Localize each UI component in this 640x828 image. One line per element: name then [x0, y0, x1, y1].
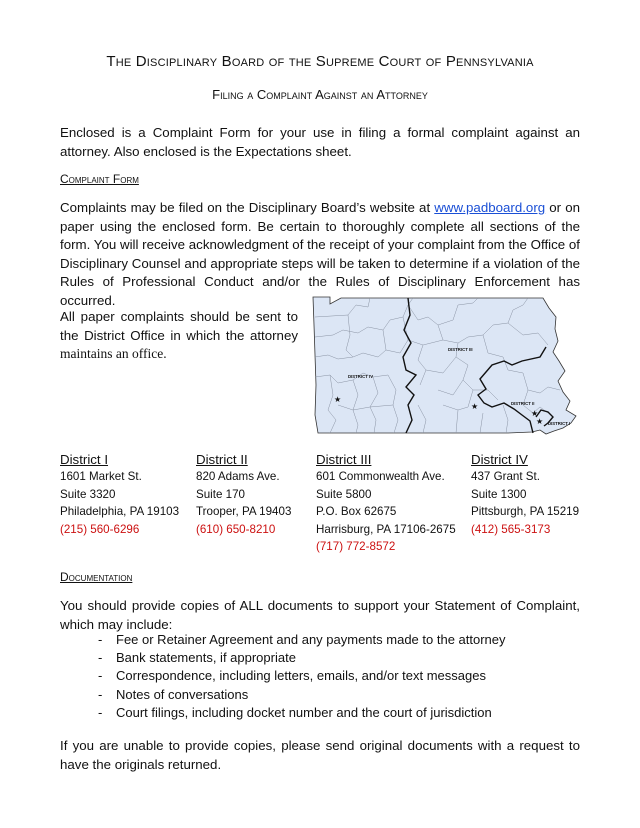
- map-label-district-iii: DISTRICT III: [448, 347, 473, 352]
- page-title: The Disciplinary Board of the Supreme Court of Pennsylvania: [106, 53, 534, 70]
- district-i-suite: Suite 3320: [60, 487, 116, 501]
- send-instructions: [60, 308, 298, 364]
- district-ii-suite: Suite 170: [196, 487, 245, 501]
- list-item: - Correspondence, including letters, emails, and/or text messages: [98, 668, 486, 684]
- documentation-intro: You should provide copies of ALL documents to support your Statement of Complaint, which may include:: [60, 598, 580, 632]
- district-iii-street: 601 Commonwealth Ave.: [316, 470, 445, 483]
- district-iv-phone: (412) 565-3173: [471, 522, 551, 536]
- office-star-icon-harrisburg: ★: [471, 402, 479, 411]
- district-iv-name: District IV: [471, 452, 528, 467]
- district-iii-po-box: P.O. Box 62675: [316, 505, 397, 519]
- list-item: - Notes of conversations: [98, 686, 249, 702]
- district-ii-city: Trooper, PA 19403: [196, 505, 292, 519]
- office-star-icon-trooper: ★: [531, 409, 539, 418]
- district-iii-suite: Suite 5800: [316, 487, 372, 501]
- page-subtitle: Filing a Complaint Against an Attorney: [212, 87, 428, 102]
- send-text-main: All paper complaints should be sent to the District Office in which the attorney: [60, 309, 298, 343]
- padboard-link[interactable]: www.padboard.org: [434, 200, 546, 215]
- district-i-street: 1601 Market St.: [60, 470, 142, 483]
- documentation-heading: Documentation: [60, 570, 133, 584]
- office-star-icon-philadelphia: ★: [536, 417, 544, 426]
- map-label-district-i: DISTRICT I: [548, 421, 571, 426]
- send-text-end: maintains an office.: [60, 346, 167, 361]
- intro-paragraph: Enclosed is a Complaint Form for your use in filing a formal complaint against an attorney. Also enclosed is the Expectations sheet.: [60, 125, 580, 159]
- district-iii-phone: (717) 772-8572: [316, 540, 396, 554]
- map-label-district-iv: DISTRICT IV: [348, 374, 374, 379]
- district-iv-city: Pittsburgh, PA 15219: [471, 505, 580, 519]
- list-item: - Fee or Retainer Agreement and any payments made to the attorney: [98, 632, 506, 647]
- documentation-list: [98, 631, 506, 722]
- district-i-name: District I: [60, 452, 109, 467]
- district-ii-street: 820 Adams Ave.: [196, 470, 280, 483]
- list-item: - Bank statements, if appropriate: [98, 650, 296, 666]
- closing-paragraph: If you are unable to provide copies, please send original documents with a request to have the originals returned.: [60, 738, 580, 772]
- complaint-text-start: Complaints may be filed on the Disciplinary Board’s website at: [60, 200, 435, 215]
- district-i-city: Philadelphia, PA 19103: [60, 505, 180, 519]
- district-iv-office: [471, 452, 579, 538]
- list-item: - Court filings, including docket number and the court of jurisdiction: [98, 704, 492, 720]
- district-iv-suite: Suite 1300: [471, 487, 527, 501]
- complaint-form-paragraph: [60, 199, 580, 310]
- office-star-icon-pittsburgh: ★: [334, 395, 342, 404]
- pennsylvania-district-map: [308, 295, 580, 437]
- complaint-text-end: or on paper using the enclosed form. Be certain to thoroughly complete all sections of the form. You will receive acknowledgment of the receipt of your complaint from the Office of Disciplinary Counsel and appropriate steps will be taken to determine if a violation of the Rules of Professional Conduct and/or the Rules of Disciplinary Enforcement has occurred.: [60, 200, 580, 308]
- district-ii-name: District II: [196, 452, 248, 467]
- complaint-form-heading: Complaint Form: [60, 172, 139, 186]
- district-iii-name: District III: [316, 452, 372, 467]
- district-i-office: [60, 452, 179, 538]
- district-ii-phone: (610) 650-8210: [196, 522, 276, 536]
- district-ii-office: [196, 452, 291, 538]
- map-label-district-ii: DISTRICT II: [511, 401, 535, 406]
- district-iii-office: [316, 452, 456, 556]
- district-i-phone: (215) 560-6296: [60, 522, 140, 536]
- district-iii-city: Harrisburg, PA 17106-2675: [316, 522, 456, 536]
- district-iv-street: 437 Grant St.: [471, 470, 540, 483]
